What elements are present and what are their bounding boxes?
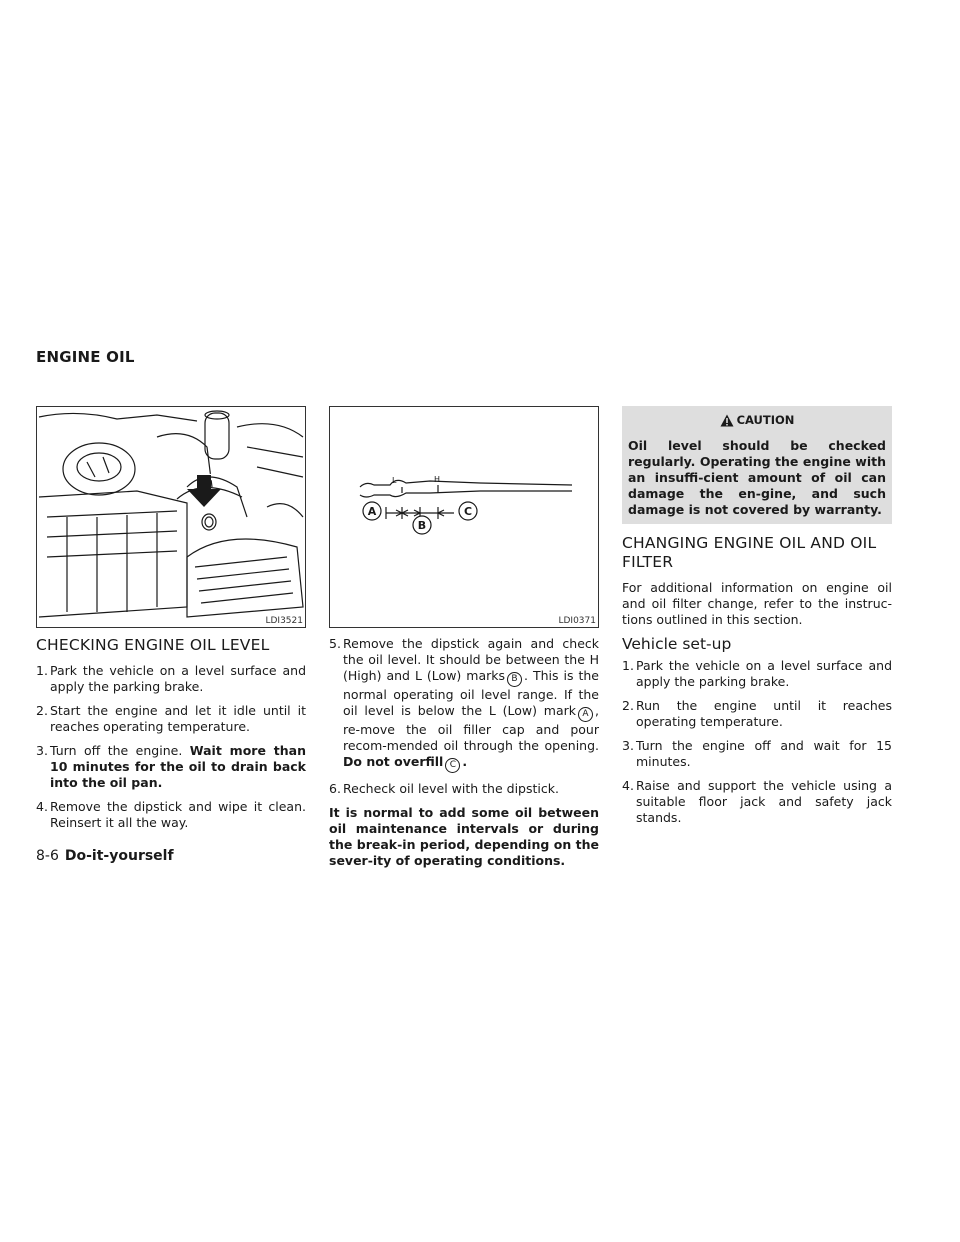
mark-b-icon: B <box>507 672 522 687</box>
figure-code: LDI3521 <box>265 616 303 626</box>
page-number: 8-6 <box>36 848 59 864</box>
changing-column <box>622 406 892 834</box>
list-item: 4. Remove the dipstick and wipe it clean. Reinsert it all the way. <box>36 799 306 830</box>
mark-a-icon: A <box>578 707 593 722</box>
label-a: A <box>367 505 377 518</box>
svg-text:H: H <box>434 475 441 484</box>
setup-heading: Vehicle set-up <box>622 635 732 653</box>
list-item: 3. Turn the engine off and wait for 15 minutes. <box>622 738 892 769</box>
oil-note: It is normal to add some oil between oil maintenance intervals or during the break-in period, depending on the sever-ity of operating conditions. <box>329 805 599 868</box>
engine-bay-illustration <box>37 407 305 627</box>
list-item: 1. Park the vehicle on a level surface and apply the parking brake. <box>622 658 892 689</box>
figure-code: LDI0371 <box>558 616 596 626</box>
list-item: 6. Recheck oil level with the dipstick. <box>329 781 559 796</box>
checking-steps <box>36 663 306 831</box>
checking-column-continued <box>329 636 599 877</box>
checking-steps-continued <box>329 636 599 797</box>
checking-heading: CHECKING ENGINE OIL LEVEL <box>36 636 270 654</box>
caution-text: Oil level should be checked regularly. Operating the engine with an insuffi-cient amount of oil can damage the en-gine, and such damage is not covered by warranty. <box>628 438 886 517</box>
list-item: 2. Start the engine and let it idle until it reaches operating temperature. <box>36 703 306 734</box>
label-c: C <box>463 505 473 518</box>
engine-bay-figure <box>36 406 306 628</box>
list-item: 5. Remove the dipstick again and check the oil level. It should be between the H (High) and L (Low) marks B . This is the normal operating oil level range. If the oil level is below the L (Low) mark A , re-move the oil filler cap and pour recom-mended oil through the opening. Do not overfill C . <box>329 636 599 773</box>
changing-heading: CHANGING ENGINE OIL AND OIL FILTER <box>622 534 877 571</box>
mark-c-icon: C <box>445 758 460 773</box>
label-b: B <box>417 519 427 532</box>
caution-box <box>622 406 892 524</box>
setup-steps <box>622 658 892 826</box>
section-title: ENGINE OIL <box>36 348 135 366</box>
list-item: 2. Run the engine until it reaches operating temperature. <box>622 698 892 729</box>
page-footer <box>36 848 174 864</box>
dipstick-figure <box>329 406 599 628</box>
changing-intro: For additional information on engine oil and oil filter change, refer to the instruc-tions outlined in this section. <box>622 580 892 627</box>
list-item: 3. Turn off the engine. Wait more than 10 minutes for the oil to drain back into the oil pan. <box>36 743 306 790</box>
dipstick-illustration <box>330 407 598 627</box>
footer-section: Do-it-yourself <box>64 848 174 864</box>
checking-column <box>36 636 306 839</box>
caution-title: CAUTION <box>736 413 795 427</box>
svg-text:L: L <box>392 476 397 485</box>
warning-icon <box>720 414 734 427</box>
list-item: 1. Park the vehicle on a level surface and apply the parking brake. <box>36 663 306 694</box>
list-item: 4. Raise and support the vehicle using a suitable floor jack and safety jack stands. <box>622 778 892 825</box>
caution-header <box>628 412 886 428</box>
